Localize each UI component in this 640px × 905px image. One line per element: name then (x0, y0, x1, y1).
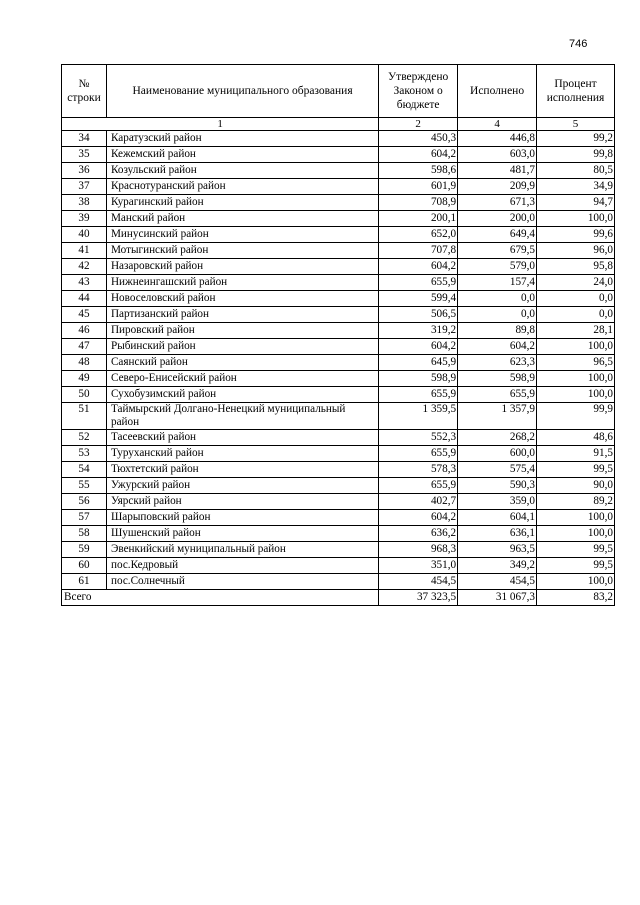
table-row (62, 558, 615, 574)
table-row (62, 307, 615, 323)
row-number: 58 (62, 526, 107, 542)
header-row (62, 65, 615, 118)
executed-value: 89,8 (458, 323, 537, 339)
percent-value: 89,2 (537, 494, 615, 510)
percent-value: 100,0 (537, 211, 615, 227)
table-row (62, 510, 615, 526)
table-row (62, 478, 615, 494)
row-number: 34 (62, 131, 107, 147)
approved-value: 968,3 (379, 542, 458, 558)
row-number: 61 (62, 574, 107, 590)
percent-value: 91,5 (537, 446, 615, 462)
table-row (62, 163, 615, 179)
header-approved: Утверждено Законом о бюджете (379, 65, 458, 118)
approved-value: 636,2 (379, 526, 458, 542)
municipality-name: Курагинский район (106, 195, 378, 211)
executed-value: 603,0 (458, 147, 537, 163)
approved-value: 604,2 (379, 339, 458, 355)
table-row (62, 211, 615, 227)
municipality-name: Саянский район (106, 355, 378, 371)
percent-value: 100,0 (537, 387, 615, 403)
approved-value: 604,2 (379, 510, 458, 526)
row-number: 47 (62, 339, 107, 355)
municipality-name: Мотыгинский район (106, 243, 378, 259)
table-row (62, 291, 615, 307)
approved-value: 552,3 (379, 430, 458, 446)
approved-value: 655,9 (379, 446, 458, 462)
percent-value: 0,0 (537, 307, 615, 323)
approved-value: 604,2 (379, 259, 458, 275)
executed-value: 454,5 (458, 574, 537, 590)
approved-value: 655,9 (379, 478, 458, 494)
municipality-name: Уярский район (106, 494, 378, 510)
percent-value: 28,1 (537, 323, 615, 339)
municipality-name: Рыбинский район (106, 339, 378, 355)
table-row (62, 323, 615, 339)
approved-value: 598,9 (379, 371, 458, 387)
executed-value: 604,2 (458, 339, 537, 355)
approved-value: 601,9 (379, 179, 458, 195)
executed-value: 209,9 (458, 179, 537, 195)
table-row (62, 179, 615, 195)
percent-value: 100,0 (537, 574, 615, 590)
table-row (62, 446, 615, 462)
municipality-name: пос.Кедровый (106, 558, 378, 574)
approved-value: 645,9 (379, 355, 458, 371)
percent-value: 100,0 (537, 510, 615, 526)
municipality-name: Пировский район (106, 323, 378, 339)
percent-value: 48,6 (537, 430, 615, 446)
table-row (62, 355, 615, 371)
executed-value: 268,2 (458, 430, 537, 446)
table-row (62, 227, 615, 243)
page-number: 746 (569, 38, 588, 50)
column-number: 2 (379, 118, 458, 131)
executed-value: 157,4 (458, 275, 537, 291)
table-row (62, 403, 615, 430)
column-number: 4 (458, 118, 537, 131)
table-row (62, 147, 615, 163)
municipality-name: Тасеевский район (106, 430, 378, 446)
approved-value: 351,0 (379, 558, 458, 574)
executed-value: 600,0 (458, 446, 537, 462)
row-number: 54 (62, 462, 107, 478)
percent-value: 99,2 (537, 131, 615, 147)
percent-value: 96,5 (537, 355, 615, 371)
row-number: 57 (62, 510, 107, 526)
table-row (62, 387, 615, 403)
percent-value: 99,6 (537, 227, 615, 243)
table-row (62, 462, 615, 478)
percent-value: 94,7 (537, 195, 615, 211)
percent-value: 80,5 (537, 163, 615, 179)
row-number: 59 (62, 542, 107, 558)
executed-value: 598,9 (458, 371, 537, 387)
percent-value: 99,5 (537, 462, 615, 478)
percent-value: 24,0 (537, 275, 615, 291)
approved-value: 599,4 (379, 291, 458, 307)
executed-value: 349,2 (458, 558, 537, 574)
table-row (62, 371, 615, 387)
row-number: 52 (62, 430, 107, 446)
municipality-name: Назаровский район (106, 259, 378, 275)
approved-value: 402,7 (379, 494, 458, 510)
municipality-name: Кежемский район (106, 147, 378, 163)
approved-value: 450,3 (379, 131, 458, 147)
municipality-name: Туруханский район (106, 446, 378, 462)
municipality-name: Минусинский район (106, 227, 378, 243)
table-row (62, 574, 615, 590)
executed-value: 575,4 (458, 462, 537, 478)
approved-value: 655,9 (379, 275, 458, 291)
percent-value: 99,5 (537, 542, 615, 558)
municipality-name: Тюхтетский район (106, 462, 378, 478)
column-number: 5 (537, 118, 615, 131)
table-row (62, 195, 615, 211)
municipality-name: Новоселовский район (106, 291, 378, 307)
approved-value: 598,6 (379, 163, 458, 179)
table-row (62, 526, 615, 542)
table-row (62, 275, 615, 291)
municipality-name: Таймырский Долгано-Ненецкий муниципальный район (106, 403, 378, 430)
percent-value: 34,9 (537, 179, 615, 195)
executed-value: 963,5 (458, 542, 537, 558)
header-row-number: № строки (62, 65, 107, 118)
executed-value: 579,0 (458, 259, 537, 275)
row-number: 35 (62, 147, 107, 163)
approved-value: 707,8 (379, 243, 458, 259)
executed-value: 359,0 (458, 494, 537, 510)
approved-value: 506,5 (379, 307, 458, 323)
municipality-name: Партизанский район (106, 307, 378, 323)
municipality-name: Нижнеингашский район (106, 275, 378, 291)
row-number: 36 (62, 163, 107, 179)
percent-value: 100,0 (537, 339, 615, 355)
percent-value: 95,8 (537, 259, 615, 275)
executed-value: 649,4 (458, 227, 537, 243)
row-number: 50 (62, 387, 107, 403)
budget-table (61, 64, 615, 606)
table-row (62, 259, 615, 275)
executed-value: 636,1 (458, 526, 537, 542)
municipality-name: пос.Солнечный (106, 574, 378, 590)
municipality-name: Козульский район (106, 163, 378, 179)
percent-value: 96,0 (537, 243, 615, 259)
approved-value: 200,1 (379, 211, 458, 227)
row-number: 44 (62, 291, 107, 307)
executed-value: 671,3 (458, 195, 537, 211)
municipality-name: Ужурский район (106, 478, 378, 494)
row-number: 45 (62, 307, 107, 323)
executed-value: 0,0 (458, 291, 537, 307)
executed-value: 655,9 (458, 387, 537, 403)
executed-value: 679,5 (458, 243, 537, 259)
percent-value: 99,8 (537, 147, 615, 163)
municipality-name: Северо-Енисейский район (106, 371, 378, 387)
executed-value: 0,0 (458, 307, 537, 323)
row-number: 56 (62, 494, 107, 510)
municipality-name: Эвенкийский муниципальный район (106, 542, 378, 558)
table-row (62, 542, 615, 558)
row-number: 40 (62, 227, 107, 243)
row-number: 60 (62, 558, 107, 574)
executed-value: 1 357,9 (458, 403, 537, 430)
percent-value: 0,0 (537, 291, 615, 307)
percent-value: 99,9 (537, 403, 615, 430)
row-number: 41 (62, 243, 107, 259)
percent-value: 100,0 (537, 526, 615, 542)
total-row (62, 590, 615, 606)
approved-value: 708,9 (379, 195, 458, 211)
row-number: 39 (62, 211, 107, 227)
approved-value: 454,5 (379, 574, 458, 590)
total-label: Всего (62, 590, 379, 606)
row-number: 51 (62, 403, 107, 430)
approved-value: 655,9 (379, 387, 458, 403)
row-number: 38 (62, 195, 107, 211)
percent-value: 90,0 (537, 478, 615, 494)
table-row (62, 131, 615, 147)
row-number: 42 (62, 259, 107, 275)
table-row (62, 243, 615, 259)
total-approved: 37 323,5 (379, 590, 458, 606)
municipality-name: Краснотуранский район (106, 179, 378, 195)
row-number: 37 (62, 179, 107, 195)
municipality-name: Шарыповский район (106, 510, 378, 526)
total-percent: 83,2 (537, 590, 615, 606)
approved-value: 652,0 (379, 227, 458, 243)
row-number: 49 (62, 371, 107, 387)
percent-value: 100,0 (537, 371, 615, 387)
municipality-name: Манский район (106, 211, 378, 227)
municipality-name: Сухобузимский район (106, 387, 378, 403)
header-percent: Процент исполнения (537, 65, 615, 118)
executed-value: 200,0 (458, 211, 537, 227)
approved-value: 1 359,5 (379, 403, 458, 430)
approved-value: 578,3 (379, 462, 458, 478)
percent-value: 99,5 (537, 558, 615, 574)
table-body (62, 131, 615, 590)
executed-value: 604,1 (458, 510, 537, 526)
row-number: 46 (62, 323, 107, 339)
table-row (62, 430, 615, 446)
table-row (62, 494, 615, 510)
municipality-name: Каратузский район (106, 131, 378, 147)
row-number: 55 (62, 478, 107, 494)
executed-value: 590,3 (458, 478, 537, 494)
executed-value: 446,8 (458, 131, 537, 147)
header-municipality-name: Наименование муниципального образования (106, 65, 378, 118)
executed-value: 481,7 (458, 163, 537, 179)
row-number: 43 (62, 275, 107, 291)
row-number: 53 (62, 446, 107, 462)
table-row (62, 339, 615, 355)
row-number: 48 (62, 355, 107, 371)
approved-value: 319,2 (379, 323, 458, 339)
executed-value: 623,3 (458, 355, 537, 371)
approved-value: 604,2 (379, 147, 458, 163)
header-executed: Исполнено (458, 65, 537, 118)
municipality-name: Шушенский район (106, 526, 378, 542)
total-executed: 31 067,3 (458, 590, 537, 606)
column-number: 1 (62, 118, 379, 131)
column-number-row (62, 118, 615, 131)
